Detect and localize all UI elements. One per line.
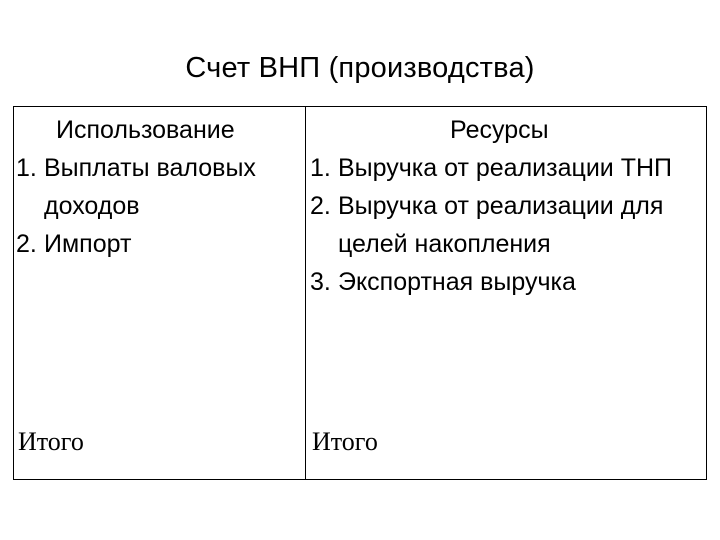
item-text: Выплаты валовых доходов <box>44 154 256 220</box>
item-number: 2. <box>310 192 331 220</box>
column-header-usage: Использование <box>56 116 235 144</box>
list-item <box>310 263 704 301</box>
item-text: Экспортная выручка <box>338 268 576 296</box>
column-header-resources: Ресурсы <box>450 116 549 144</box>
column-usage <box>16 107 304 479</box>
item-text: Импорт <box>44 230 132 258</box>
item-text: Выручка от реализации для целей накопления <box>338 192 664 258</box>
list-item <box>16 225 304 263</box>
total-resources: Итого <box>312 427 378 456</box>
item-number: 2. <box>16 230 37 258</box>
slide-title: Счет ВНП (производства) <box>185 52 535 84</box>
list-item <box>310 149 704 187</box>
usage-list <box>16 149 304 263</box>
total-usage: Итого <box>18 427 84 456</box>
column-resources <box>310 107 704 479</box>
account-table <box>13 106 707 480</box>
list-item <box>310 187 704 263</box>
list-item <box>16 149 304 225</box>
item-number: 1. <box>310 154 331 182</box>
resources-list <box>310 149 704 301</box>
item-number: 1. <box>16 154 37 182</box>
column-divider <box>305 107 306 479</box>
item-number: 3. <box>310 268 331 296</box>
item-text: Выручка от реализации ТНП <box>338 154 672 182</box>
